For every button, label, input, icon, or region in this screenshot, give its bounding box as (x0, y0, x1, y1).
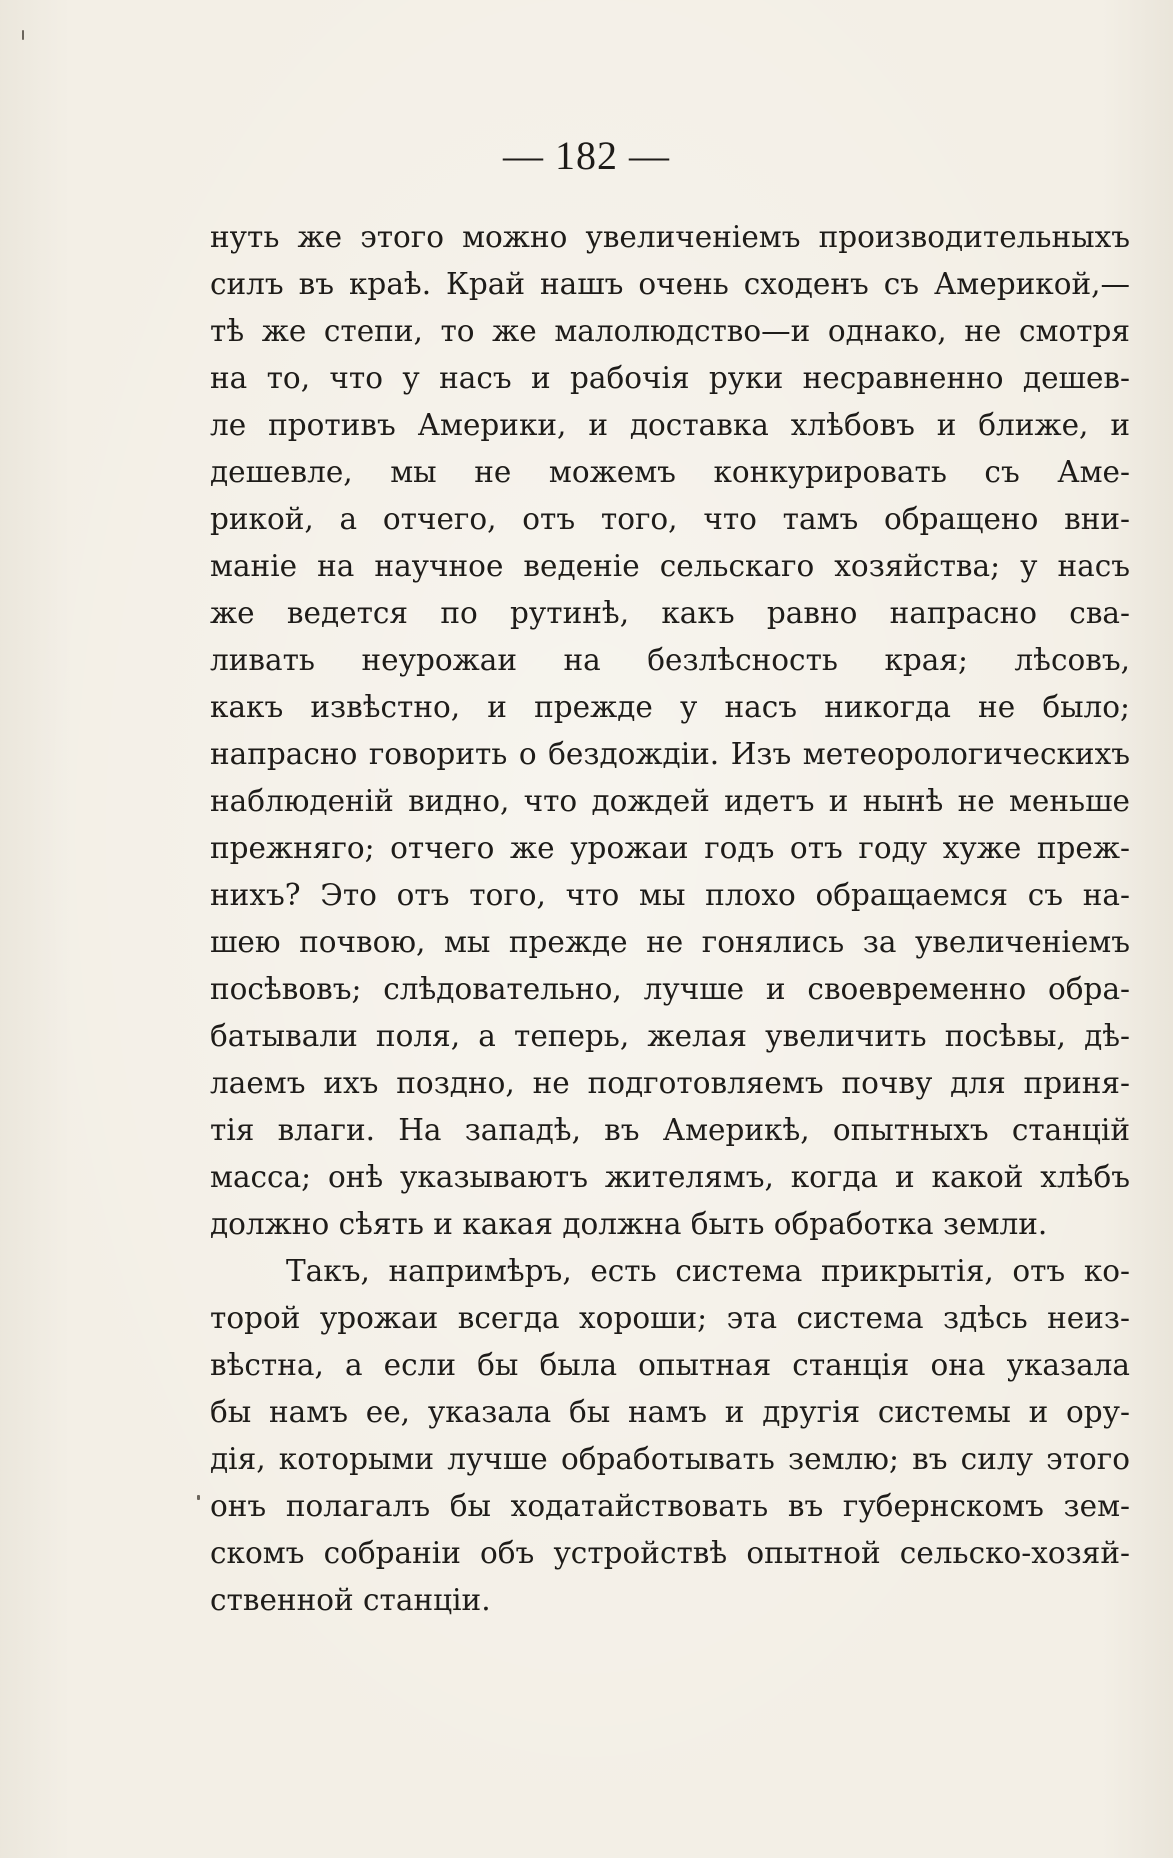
text-line: наблюденiй видно, что дождей идетъ и нынѣ не меньше (210, 784, 1130, 818)
text-line: прежняго; отчего же урожаи годъ отъ году хуже преж- (210, 831, 1130, 865)
text-line: тiя влаги. На западѣ, въ Америкѣ, опытныхъ станцiй (210, 1113, 1130, 1147)
page-number: — 182 — (503, 133, 670, 178)
text-line: ливать неурожаи на безлѣсность края; лѣсовъ, (210, 643, 1130, 677)
text-line: онъ полагалъ бы ходатайствовать въ губернскомъ зем- (210, 1489, 1130, 1523)
text-line: лаемъ ихъ поздно, не подготовляемъ почву для приня- (210, 1066, 1130, 1100)
text-line: ственной станцiи. (210, 1583, 491, 1617)
body-text (210, 214, 1130, 1624)
text-line: же ведется по рутинѣ, какъ равно напрасно сва- (210, 596, 1130, 630)
text-line: тѣ же степи, то же малолюдство—и однако, не смотря (210, 314, 1130, 348)
text-line: посѣвовъ; слѣдовательно, лучше и своевременно обра- (210, 972, 1130, 1006)
text-line: вѣстна, а если бы была опытная станцiя она указала (210, 1348, 1130, 1382)
text-line: нихъ? Это отъ того, что мы плохо обращаемся съ на- (210, 878, 1130, 912)
text-line: батывали поля, а теперь, желая увеличить посѣвы, дѣ- (210, 1019, 1130, 1053)
text-line: масса; онѣ указываютъ жителямъ, когда и какой хлѣбъ (210, 1160, 1130, 1194)
speck-mark (197, 1495, 200, 1500)
text-line: ле противъ Америки, и доставка хлѣбовъ и ближе, и (210, 408, 1130, 442)
text-line: дiя, которыми лучше обработывать землю; въ силу этого (210, 1442, 1130, 1476)
text-line: силъ въ краѣ. Край нашъ очень сходенъ съ Америкой,— (210, 267, 1130, 301)
text-line: манiе на научное веденiе сельскаго хозяйства; у насъ (210, 549, 1130, 583)
text-line: скомъ собранiи объ устройствѣ опытной сельско-хозяй- (210, 1536, 1130, 1570)
text-line: шею почвою, мы прежде не гонялись за увеличенiемъ (210, 925, 1130, 959)
text-line: какъ извѣстно, и прежде у насъ никогда не было; (210, 690, 1130, 724)
text-line: рикой, а отчего, отъ того, что тамъ обращено вни- (210, 502, 1130, 536)
speck-mark (22, 30, 24, 40)
text-line: бы намъ ее, указала бы намъ и другiя системы и ору- (210, 1395, 1130, 1429)
text-line: Такъ, напримѣръ, есть система прикрытiя, отъ ко- (286, 1254, 1130, 1288)
text-line: нуть же этого можно увеличенiемъ производительныхъ (210, 220, 1130, 254)
text-line: торой урожаи всегда хороши; эта система здѣсь неиз- (210, 1301, 1130, 1335)
text-line: на то, что у насъ и рабочiя руки несравненно дешев- (210, 361, 1130, 395)
text-line: напрасно говорить о бездождiи. Изъ метеорологическихъ (210, 737, 1130, 771)
text-line: должно сѣять и какая должна быть обработка земли. (210, 1207, 1048, 1241)
text-line: дешевле, мы не можемъ конкурировать съ Аме- (210, 455, 1130, 489)
